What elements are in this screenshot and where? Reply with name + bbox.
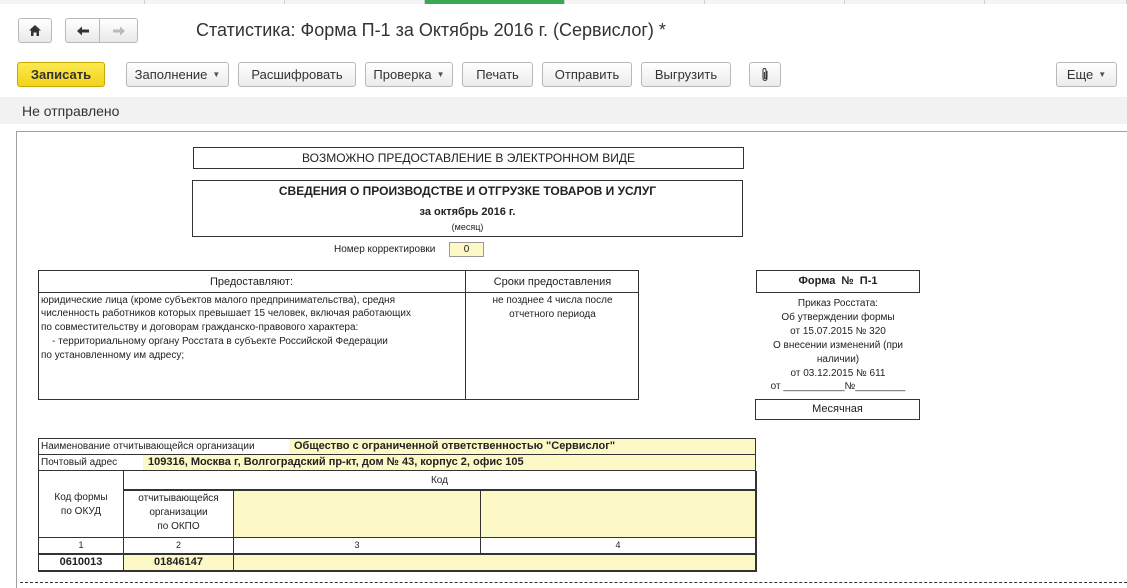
submitters-table (38, 270, 639, 400)
code-field-4[interactable] (481, 491, 755, 537)
order-line: Об утверждении формы (781, 312, 895, 323)
caret-down-icon: ▼ (212, 70, 221, 79)
order-line: Приказ Росстата: (797, 298, 879, 309)
check-label: Проверка (373, 67, 432, 82)
order-line: от 15.07.2015 № 320 (790, 326, 886, 337)
tab-segment-active[interactable] (425, 0, 565, 4)
deadline-line: отчетного периода (509, 309, 596, 320)
page-title: Статистика: Форма П-1 за Октябрь 2016 г. (Сервислог) * (196, 20, 666, 40)
form-number: Форма № П-1 (798, 275, 878, 287)
code-field-3[interactable] (234, 491, 480, 537)
okud-header-line: по ОКУД (60, 506, 102, 517)
frequency: Месячная (812, 403, 863, 415)
arrow-left-icon (76, 25, 90, 37)
okpo-header-line: по ОКПО (157, 521, 200, 532)
col-number: 4 (615, 540, 621, 550)
org-name-value: Общество с ограниченной ответственностью "Сервислог" (294, 440, 616, 452)
back-button[interactable] (65, 18, 100, 43)
check-dropdown-button[interactable] (365, 62, 453, 87)
deadlines-header: Сроки предоставления (493, 276, 612, 288)
home-button[interactable] (18, 18, 52, 43)
col-number: 1 (78, 540, 84, 550)
paperclip-icon (760, 67, 770, 83)
page-break-line (20, 582, 1127, 583)
forward-button[interactable] (99, 18, 138, 43)
caret-down-icon: ▼ (1098, 70, 1107, 79)
tab-segment[interactable] (985, 0, 1127, 4)
fill-dropdown-button[interactable] (126, 62, 229, 87)
okud-header-line: Код формы (54, 492, 108, 503)
attach-button[interactable] (749, 62, 781, 87)
electronic-note: ВОЗМОЖНО ПРЕДОСТАВЛЕНИЕ В ЭЛЕКТРОННОМ ВИДЕ (302, 151, 635, 165)
code-colnum-line (38, 537, 757, 538)
order-line: О внесении изменений (при (772, 340, 904, 351)
form-period-hint: (месяц) (451, 222, 484, 232)
tab-segment[interactable] (565, 0, 705, 4)
home-icon (28, 24, 42, 37)
submitters-line: по совместительству и договорам гражданско-правового характера: (41, 322, 359, 333)
more-dropdown-button[interactable] (1056, 62, 1117, 87)
order-line: от 03.12.2015 № 611 (790, 368, 886, 379)
okpo-value: 01846147 (154, 556, 203, 568)
status-text: Не отправлено (22, 103, 120, 119)
submitters-line: численность работников которых превышает 15 человек, включая работающих (41, 308, 411, 319)
arrow-right-icon (112, 25, 126, 37)
col-number: 3 (354, 540, 360, 550)
submitters-line: - территориальному органу Росстата в субъекте Российской Федерации (41, 336, 388, 347)
send-button[interactable]: Отправить (542, 62, 632, 87)
order-line: наличии) (816, 354, 860, 365)
submitters-header: Предоставляют: (209, 276, 294, 288)
code-header: Код (430, 475, 448, 486)
okpo-header-line: организации (149, 507, 208, 518)
code-table-right (755, 471, 757, 572)
fill-label: Заполнение (134, 67, 208, 82)
caret-down-icon: ▼ (436, 70, 445, 79)
more-label: Еще (1066, 67, 1094, 82)
okpo-header-line: отчитывающейся (138, 493, 219, 504)
correction-label: Номер корректировки (334, 244, 436, 255)
form-period: за октябрь 2016 г. (419, 206, 516, 218)
col-number: 2 (175, 540, 181, 550)
export-button[interactable]: Выгрузить (641, 62, 731, 87)
save-button[interactable]: Записать (17, 62, 105, 87)
address-label: Почтовый адрес (41, 457, 118, 468)
tab-segment[interactable] (145, 0, 285, 4)
okud-value: 0610013 (59, 556, 103, 568)
status-bar (0, 97, 1127, 124)
org-name-label: Наименование отчитывающейся организации (41, 441, 255, 452)
tab-segment[interactable] (0, 0, 145, 4)
deadline-line: не позднее 4 числа после (492, 295, 613, 306)
submitters-line: по установленному им адресу; (41, 350, 185, 361)
submitters-header-line (38, 292, 639, 293)
code-bottom-line (38, 570, 757, 572)
tab-segment[interactable] (845, 0, 985, 4)
correction-value: 0 (463, 244, 470, 255)
order-line: от ___________№_________ (770, 381, 906, 392)
tab-segment[interactable] (705, 0, 845, 4)
form-heading: СВЕДЕНИЯ О ПРОИЗВОДСТВЕ И ОТГРУЗКЕ ТОВАРОВ И УСЛУГ (278, 184, 657, 198)
decode-button[interactable]: Расшифровать (238, 62, 356, 87)
tab-strip (0, 0, 1127, 5)
submitters-divider (465, 270, 466, 400)
submitters-line: юридические лица (кроме субъектов малого предпринимательства), средня (41, 295, 395, 306)
tab-segment[interactable] (285, 0, 425, 4)
code-value-field[interactable] (234, 555, 755, 570)
print-button[interactable]: Печать (462, 62, 533, 87)
address-value: 109316, Москва г, Волгоградский пр-кт, дом № 43, корпус 2, офис 105 (148, 456, 524, 468)
